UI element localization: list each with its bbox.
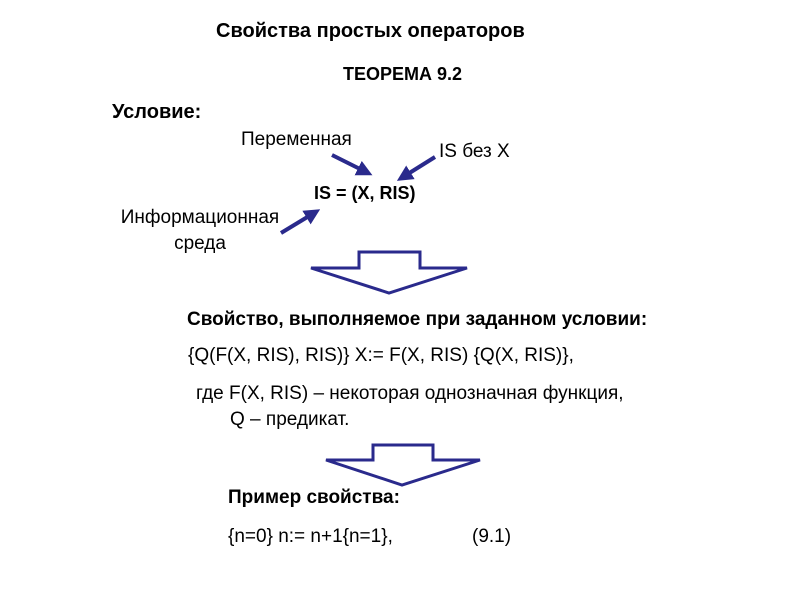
property-heading: Свойство, выполняемое при заданном условии: bbox=[187, 309, 648, 330]
info-env-label-line1: Информационная bbox=[120, 207, 280, 228]
property-formula: {Q(F(X, RIS), RIS)} X:= F(X, RIS) {Q(X, RIS)}, bbox=[188, 345, 574, 366]
example-formula: {n=0} n:= n+1{n=1}, bbox=[228, 526, 393, 547]
where-line-2: Q – предикат. bbox=[230, 409, 350, 430]
condition-heading: Условие: bbox=[112, 101, 202, 123]
slide-title: Свойства простых операторов bbox=[216, 20, 525, 42]
is-without-x-label: IS без X bbox=[439, 141, 510, 162]
variable-label: Переменная bbox=[241, 129, 352, 150]
info-env-label-line2: среда bbox=[174, 233, 226, 254]
where-line-1: где F(X, RIS) – некоторая однозначная функция, bbox=[196, 383, 624, 404]
is-formula: IS = (X, RIS) bbox=[314, 183, 416, 203]
example-heading: Пример свойства: bbox=[228, 487, 400, 508]
example-number: (9.1) bbox=[472, 526, 512, 547]
theorem-label: ТЕОРЕМА 9.2 bbox=[343, 64, 463, 84]
